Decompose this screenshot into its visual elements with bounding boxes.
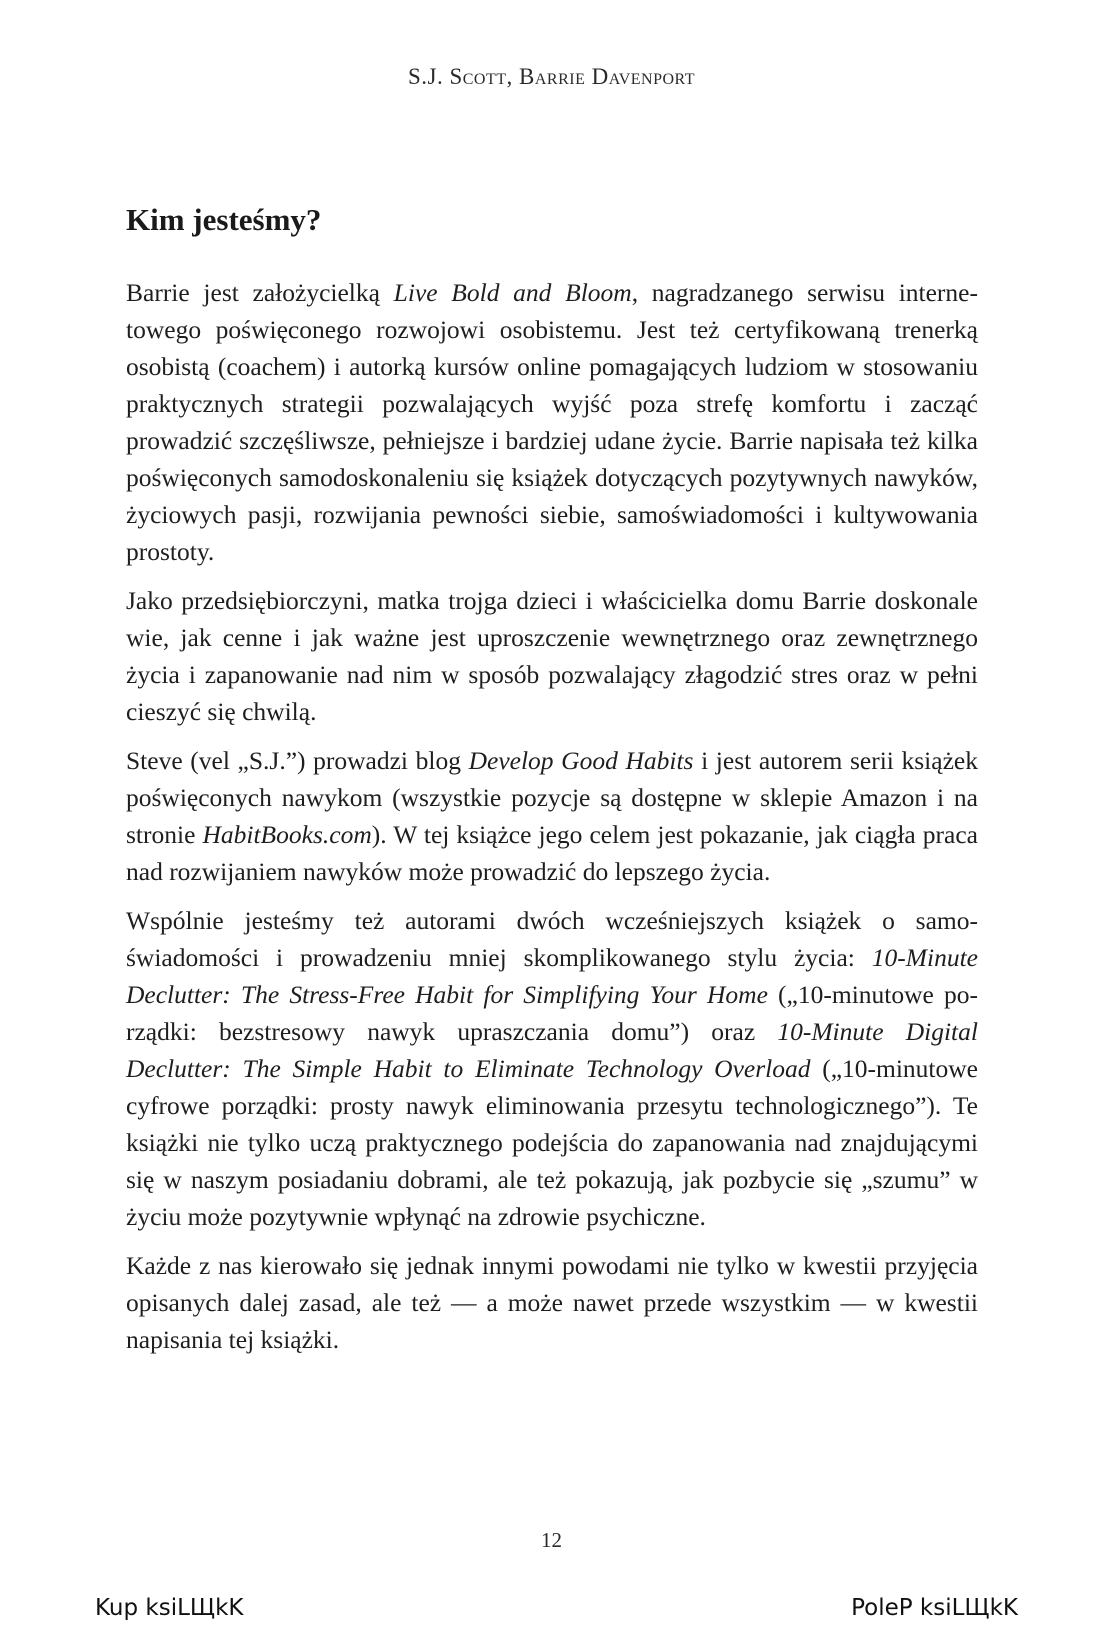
italic-title: 10-Minute Declutter: The Stress-Free Habit for Simplifying Your Home bbox=[126, 943, 978, 1009]
paragraph-barrie-background bbox=[126, 582, 978, 730]
paragraph-barrie-intro bbox=[126, 274, 978, 570]
text-run: Barrie jest założycielką bbox=[126, 278, 394, 307]
paragraph-motivations bbox=[126, 1247, 978, 1358]
italic-title: Develop Good Habits bbox=[468, 746, 694, 775]
text-run: ). W tej książce jego celem jest pokazanie, jak ciągła praca nad rozwijaniem nawyków może prowadzić do lepszego życia. bbox=[126, 820, 978, 886]
paragraph-joint-books bbox=[126, 902, 978, 1235]
paragraph-steve-intro bbox=[126, 742, 978, 890]
running-header: S.J. Scott, Barrie Davenport bbox=[407, 64, 696, 89]
text-run: Steve (vel „S.J.”) prowadzi blog bbox=[126, 746, 469, 775]
section-heading: Kim jesteśmy? bbox=[126, 202, 322, 237]
italic-title: 10-Minute Digital Declutter: The Simple Habit to Eliminate Technology Overload bbox=[126, 1017, 978, 1083]
text-run: Każde z nas kierowało się jednak innymi powodami nie tylko w kwestii przyjęcia opisanych dalej zasad, ale też — a może nawet przede wszystkim — w kwestii napisania tej książki. bbox=[126, 1251, 978, 1354]
text-run: Wspólnie jesteśmy też autorami dwóch wcześniejszych książek o samoświadomości i prowadzeniu mniej skomplikowanego stylu życia: bbox=[126, 906, 978, 972]
italic-title: Live Bold and Bloom bbox=[393, 278, 632, 307]
page-number: 12 bbox=[541, 1528, 562, 1552]
italic-title: HabitBooks.com bbox=[202, 820, 372, 849]
text-run: („10-minutowe cyfrowe porządki: prosty nawyk eliminowania przesytu technologicznego”). Te książki nie tylko uczą praktycznego podejścia do zapanowania nad znajdującymi się w naszym posiadaniu dobrami, ale też pokazują, jak pozbycie się „szumu” w życiu może pozytywnie wpłynąć na zdrowie psychiczne. bbox=[126, 1054, 978, 1231]
buy-book-link[interactable]: Kup ksiLЩkK bbox=[95, 1595, 244, 1621]
text-run: Jako przedsiębiorczyni, matka trojga dzieci i właścicielka domu Barrie doskonale wie, jak cenne i jak ważne jest uproszczenie wewnętrznego oraz zewnętrznego życia i zapanowanie nad nim w sposób pozwalający złagodzić stres oraz w pełni cieszyć się chwilą. bbox=[126, 586, 978, 726]
text-run: i jest autorem serii książek poświęconych nawykom (wszystkie pozycje są dostępne w sklepie Amazon i na stronie bbox=[126, 746, 978, 849]
text-run: („10-minutowe porządki: bezstresowy nawyk upraszczania domu”) oraz bbox=[126, 980, 978, 1046]
text-run: , nagradzanego serwisu internetowego poświęconego rozwojowi osobistemu. Jest też certyfikowaną trenerką osobistą (coachem) i autorką kursów online pomagających ludziom w stosowaniu praktycznych strategii pozwalających wyjść poza strefę komfortu i zacząć prowadzić szczęśliwsze, pełniejsze i bardziej udane życie. Barrie napisała też kilka poświęconych samodoskonaleniu się książek dotyczących pozytywnych nawyków, życiowych pasji, rozwijania pewności siebie, samoświadomości i kultywowania prostoty. bbox=[126, 278, 978, 566]
body-text bbox=[126, 274, 978, 1370]
recommend-book-link[interactable]: PoleP ksiLЩkK bbox=[851, 1595, 1018, 1621]
